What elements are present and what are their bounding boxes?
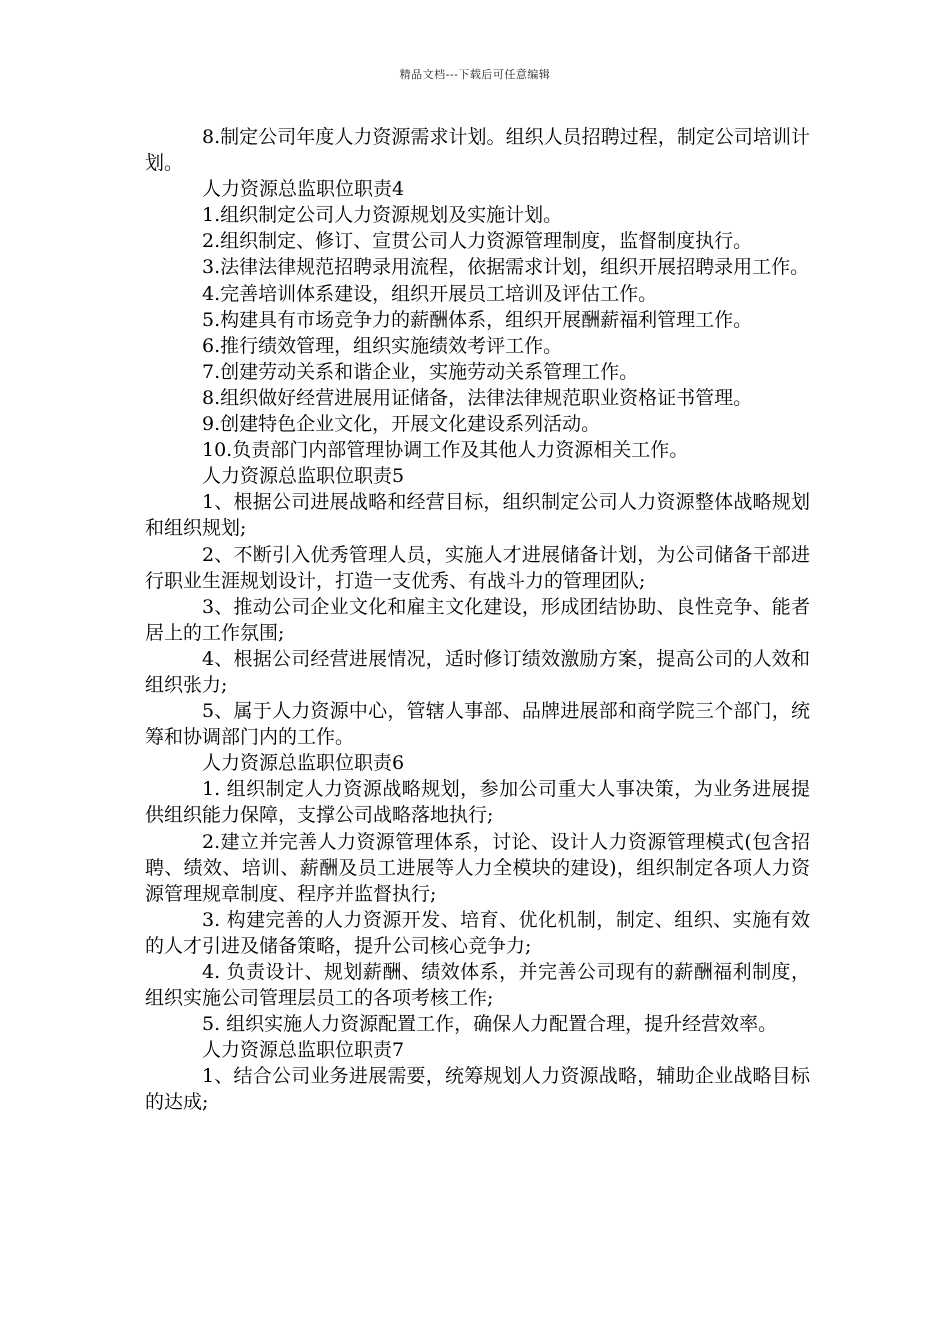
section-heading: 人力资源总监职位职责7 <box>202 1039 405 1062</box>
page-header: 精品文档---下载后可任意编辑 <box>399 68 551 81</box>
paragraph: 1、根据公司进展战略和经营目标，组织制定公司人力资源整体战略规划和组织规划; <box>145 491 810 540</box>
paragraph: 5. 组织实施人力资源配置工作，确保人力配置合理，提升经营效率。 <box>202 1013 778 1036</box>
paragraph: 1. 组织制定人力资源战略规划，参加公司重大人事决策，为业务进展提供组织能力保障，支撑公司战略落地执行; <box>145 778 810 827</box>
paragraph: 3. 构建完善的人力资源开发、培育、优化机制，制定、组织、实施有效的人才引进及储备策略，提升公司核心竞争力; <box>145 908 810 957</box>
paragraph: 4、根据公司经营进展情况，适时修订绩效激励方案，提高公司的人效和组织张力; <box>145 647 810 696</box>
paragraph: 2.组织制定、修订、宣贯公司人力资源管理制度，监督制度执行。 <box>202 230 753 253</box>
paragraph: 1、结合公司业务进展需要，统筹规划人力资源战略，辅助企业战略目标的达成; <box>145 1065 810 1114</box>
paragraph: 6.推行绩效管理，组织实施绩效考评工作。 <box>202 334 563 357</box>
paragraph: 5、属于人力资源中心，管辖人事部、品牌进展部和商学院三个部门，统筹和协调部门内的工作。 <box>145 700 810 749</box>
paragraph: 3.法律法律规范招聘录用流程，依据需求计划，组织开展招聘录用工作。 <box>202 256 810 279</box>
paragraph: 3、推动公司企业文化和雇主文化建设，形成团结协助、良性竞争、能者居上的工作氛围; <box>145 595 810 644</box>
paragraph: 10.负责部门内部管理协调工作及其他人力资源相关工作。 <box>202 439 689 462</box>
section-heading: 人力资源总监职位职责5 <box>202 465 405 488</box>
paragraph: 1.组织制定公司人力资源规划及实施计划。 <box>202 204 563 227</box>
paragraph: 2.建立并完善人力资源管理体系，讨论、设计人力资源管理模式(包含招聘、绩效、培训、薪酬及员工进展等人力全模块的建设)，组织制定各项人力资源管理规章制度、程序并监督执行; <box>145 830 810 905</box>
paragraph: 4.完善培训体系建设，组织开展员工培训及评估工作。 <box>202 282 658 305</box>
paragraph: 8.组织做好经营进展用证储备，法律法律规范职业资格证书管理。 <box>202 386 753 409</box>
paragraph: 9.创建特色企业文化，开展文化建设系列活动。 <box>202 413 601 436</box>
paragraph: 5.构建具有市场竞争力的薪酬体系，组织开展酬薪福利管理工作。 <box>202 308 753 331</box>
paragraph: 8.制定公司年度人力资源需求计划。组织人员招聘过程，制定公司培训计划。 <box>145 126 810 175</box>
paragraph: 7.创建劳动关系和谐企业，实施劳动关系管理工作。 <box>202 360 639 383</box>
section-heading: 人力资源总监职位职责6 <box>202 752 405 775</box>
paragraph: 4. 负责设计、规划薪酬、绩效体系，并完善公司现有的薪酬福利制度，组织实施公司管理层员工的各项考核工作; <box>145 961 810 1010</box>
paragraph: 2、不断引入优秀管理人员，实施人才进展储备计划，为公司储备干部进行职业生涯规划设计，打造一支优秀、有战斗力的管理团队; <box>145 543 810 592</box>
document-body <box>145 124 810 1116</box>
section-heading: 人力资源总监职位职责4 <box>202 178 405 201</box>
